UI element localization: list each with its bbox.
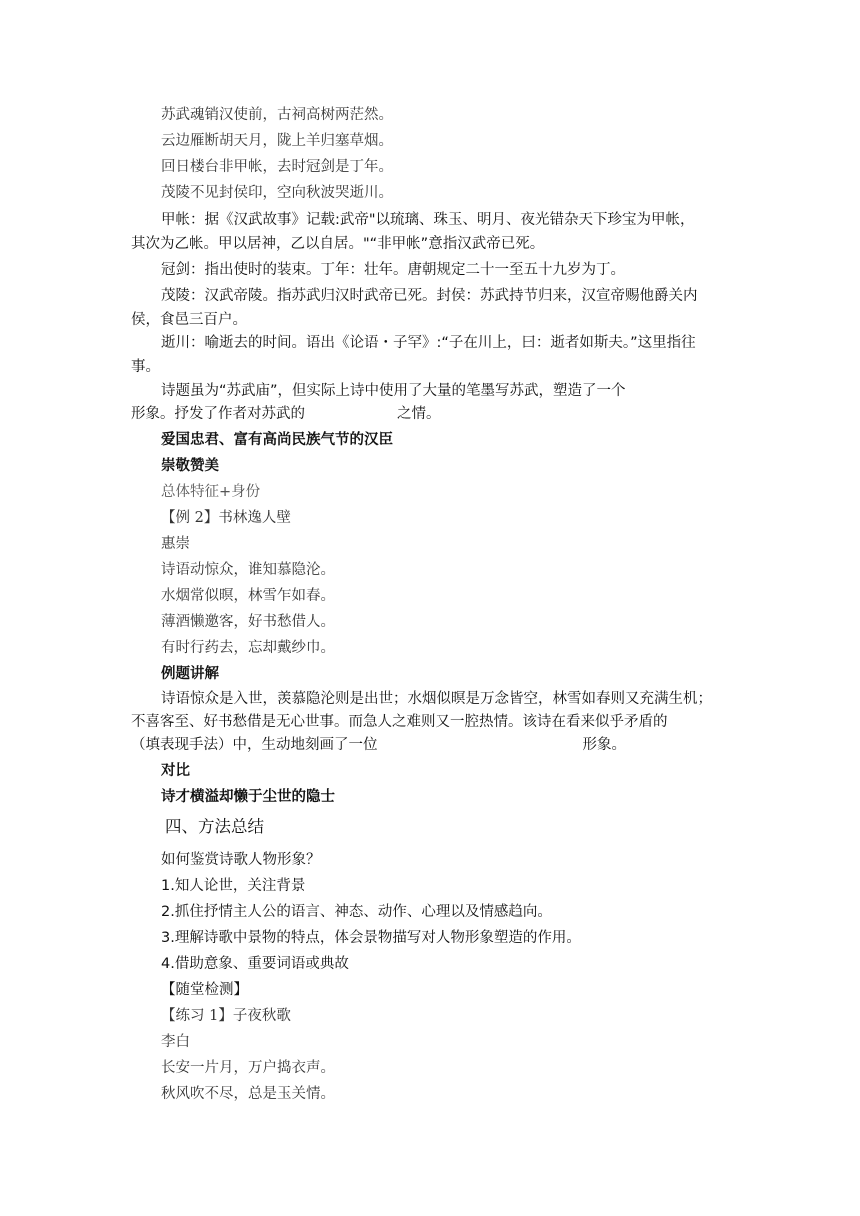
practice-author: 李白 [161,1034,190,1050]
method-item: 2.抓住抒情主人公的语言、神态、动作、心理以及情感趋向。 [161,904,552,920]
note-jiazhang-1: 甲帐：据《汉武故事》记载:武帝"以琉璃、珠玉、明月、夜光错杂天下珍宝为甲帐， [161,212,695,228]
explain-line1: 诗语惊众是入世，羡慕隐沦则是出世；水烟似暝是万念皆空，林雪如春则又充满生机； [161,691,712,707]
explain-line3 [131,735,626,755]
poem-line: 茂陵不见封侯印，空向秋波哭逝川。 [161,185,393,201]
poem-line: 云边雁断胡天月，陇上羊归塞草烟。 [161,133,393,149]
note-shichuan-2: 事。 [131,359,160,375]
section-heading: 四、方法总结 [165,817,264,836]
note-maoling-2: 侯，食邑三百户。 [131,312,247,328]
explain-line2: 不喜客至、好书愁借是无心世事。而急人之难则又一腔热情。该诗在看来似乎矛盾的 [131,714,668,730]
practice-heading: 【随堂检测】 [161,982,248,998]
poem-line: 水烟常似暝，林雪乍如春。 [161,588,335,604]
question1-line2 [131,404,441,424]
note-maoling-1: 茂陵：汉武帝陵。指苏武归汉时武帝已死。封侯：苏武持节归来，汉宣帝赐他爵关内 [161,288,698,304]
example2-author: 惠崇 [161,536,190,552]
answer-2: 崇敬赞美 [161,458,219,474]
poem-line: 有时行药去，忘却戴纱巾。 [161,640,335,656]
section-question: 如何鉴赏诗歌人物形象？ [161,852,321,868]
explain-text-a: （填表现手法）中，生动地刻画了一位 [131,737,378,753]
note-jiazhang-2: 其次为乙帐。甲以居神，乙以自居。"“非甲帐”意指汉武帝已死。 [131,236,545,252]
note-shichuan-1: 逝川：喻逝去的时间。语出《论语・子罕》:“子在川上，曰：逝者如斯夫。”这里指往 [161,335,696,351]
method-item: 3.理解诗歌中景物的特点，体会景物描写对人物形象塑造的作用。 [161,930,581,946]
poem-line: 回日楼台非甲帐，去时冠剑是丁年。 [161,159,393,175]
poem-line: 长安一片月，万户捣衣声。 [161,1060,335,1076]
note-guanjian: 冠剑：指出使时的装束。丁年：壮年。唐朝规定二十一至五十九岁为丁。 [161,262,625,278]
practice-title: 【练习 1】子夜秋歌 [161,1008,291,1024]
poem-line: 苏武魂销汉使前，古祠高树两茫然。 [161,107,393,123]
question1-line1: 诗题虽为“苏武庙”，但实际上诗中使用了大量的笔墨写苏武，塑造了一个 [161,383,626,399]
question1-text-b: 之情。 [397,406,441,422]
poem-line: 薄酒懒邀客，好书愁借人。 [161,614,335,630]
explain-answer-2: 诗才横溢却懒于尘世的隐士 [161,789,335,805]
example2-title: 【例 2】书林逸人壁 [161,510,291,526]
method-item: 1.知人论世，关注背景 [161,878,306,894]
question1-text-a: 形象。抒发了作者对苏武的 [131,406,305,422]
poem-line: 诗语动惊众，谁知慕隐沦。 [161,562,335,578]
explain-answer-1: 对比 [161,763,190,779]
answer-1: 爱国忠君、富有高尚民族气节的汉臣 [161,432,393,448]
method-item: 4.借助意象、重要词语或典故 [161,956,349,972]
explain-heading: 例题讲解 [161,666,219,682]
poem-line: 秋风吹不尽，总是玉关情。 [161,1086,335,1102]
explain-text-b: 形象。 [582,737,626,753]
answer-hint: 总体特征+身份 [161,484,261,500]
